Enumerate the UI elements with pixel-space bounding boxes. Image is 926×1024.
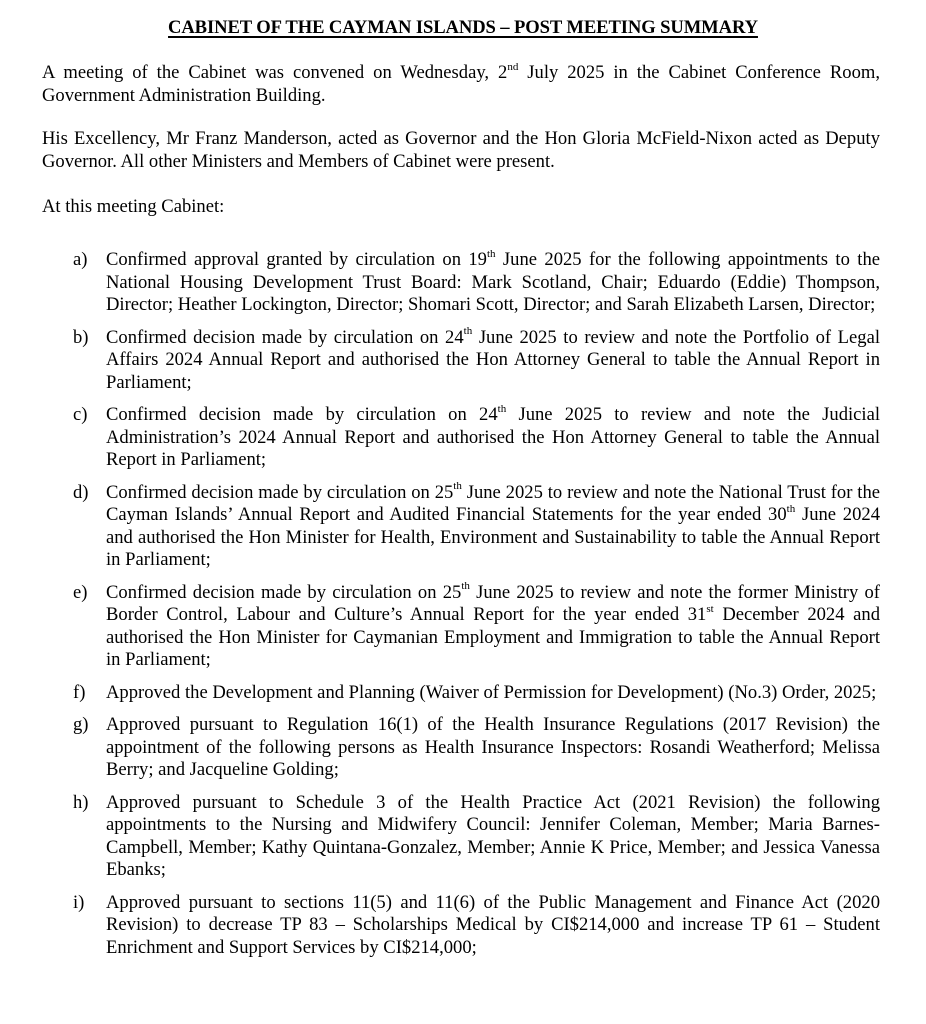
decision-text: [106, 327, 880, 395]
decision-item-e: [42, 582, 880, 672]
decision-text-part: June 2024 and authorised the Hon Minister for Health, Environment and Sustainability to table the Annual Report in Parliament;: [106, 504, 880, 570]
decision-item-d: [42, 482, 880, 572]
ordinal-suffix: th: [461, 580, 470, 593]
decision-text-part: Confirmed decision made by circulation on 25: [106, 481, 454, 503]
list-marker: h): [73, 791, 89, 813]
attendance-paragraph: His Excellency, Mr Franz Manderson, acted as Governor and the Hon Gloria McField-Nixon acted as Deputy Governor. All other Ministers and Members of Cabinet were present.: [42, 128, 880, 172]
meeting-intro-paragraph: [42, 62, 880, 107]
decision-text-part: June 2025 to review and note the Portfolio of Legal Affairs 2024 Annual Report and authorised the Hon Attorney General to table the Annual Report in Parliament;: [106, 326, 880, 393]
ordinal-suffix: nd: [507, 60, 519, 73]
list-marker: i): [73, 891, 85, 913]
ordinal-suffix: th: [486, 247, 496, 260]
decision-item-h: [42, 792, 880, 882]
decision-text: [106, 249, 880, 317]
decisions-list: [42, 249, 880, 969]
decision-item-b: [42, 327, 880, 395]
decision-text-part: Confirmed decision made by circulation on 25: [106, 581, 462, 603]
decision-item-f: [42, 682, 880, 705]
list-marker: f): [73, 681, 86, 703]
ordinal-suffix: th: [463, 325, 473, 338]
meeting-intro-text-cont: July 2025 in the Cabinet Conference Room, Government Administration Building.: [42, 62, 880, 106]
ordinal-suffix: th: [497, 402, 507, 415]
decision-text: [106, 404, 880, 472]
ordinal-suffix: th: [786, 502, 796, 515]
meeting-intro-text: A meeting of the Cabinet was convened on Wednesday, 2: [42, 62, 508, 83]
decision-text-part: December 2024 and authorised the Hon Minister for Caymanian Employment and Immigration to table the Annual Report in Parliament;: [106, 604, 880, 670]
list-marker: d): [73, 481, 89, 503]
decision-text: Approved pursuant to Regulation 16(1) of the Health Insurance Regulations (2017 Revision) the appointment of the following persons as Health Insurance Inspectors: Rosandi Weatherford; Melissa Berry; and Jacqueline Golding;: [106, 714, 880, 780]
ordinal-suffix: th: [453, 480, 462, 493]
list-marker: b): [73, 326, 89, 348]
decision-text-part: Confirmed decision made by circulation on 24: [106, 326, 464, 348]
ordinal-suffix: st: [706, 602, 714, 615]
decisions-lead-in: At this meeting Cabinet:: [42, 196, 225, 217]
decision-text-part: June 2025 to review and note the National Trust for the Cayman Islands’ Annual Report and Audited Financial Statements for the year ended 30: [106, 481, 880, 525]
list-marker: a): [73, 249, 88, 270]
list-marker: g): [73, 714, 89, 735]
decision-text: [106, 582, 880, 672]
list-marker: e): [73, 581, 88, 603]
decision-text-part: Confirmed approval granted by circulation on 19: [106, 249, 487, 270]
decision-item-a: [42, 249, 880, 317]
decision-text: Approved the Development and Planning (Waiver of Permission for Development) (No.3) Order, 2025;: [106, 681, 877, 703]
decision-text-part: Confirmed decision made by circulation on 24: [106, 404, 498, 425]
decision-text: [106, 482, 880, 572]
decision-text-part: June 2025 to review and note the Judicial Administration’s 2024 Annual Report and authorised the Hon Attorney General to table the Annual Report in Parliament;: [106, 404, 881, 470]
document-title: CABINET OF THE CAYMAN ISLANDS – POST MEETING SUMMARY: [168, 17, 758, 38]
decision-text-part: June 2025 for the following appointments to the National Housing Development Trust Board: Mark Scotland, Chair; Eduardo (Eddie) Thompson, Director; Heather Lockington, Director; Shomari Scott, Director; and Sarah Elizabeth Larsen, Director;: [106, 249, 880, 315]
list-marker: c): [73, 404, 88, 425]
decision-item-g: [42, 714, 880, 782]
decision-text: Approved pursuant to sections 11(5) and 11(6) of the Public Management and Finance Act (2020 Revision) to decrease TP 83 – Scholarships Medical by CI$214,000 and increase TP 61 – Student Enrichment and Support Services by CI$214,000;: [106, 891, 880, 958]
decision-text: Approved pursuant to Schedule 3 of the Health Practice Act (2021 Revision) the following appointments to the Nursing and Midwifery Council: Jennifer Coleman, Member; Maria Barnes-Campbell, Member; Kathy Quintana-Gonzalez, Member; Annie K Price, Member; and Jessica Vanessa Ebanks;: [106, 791, 880, 880]
decision-item-i: [42, 892, 880, 960]
decision-text-part: June 2025 to review and note the former Ministry of Border Control, Labour and Culture’s Annual Report for the year ended 31: [106, 581, 880, 625]
decision-item-c: [42, 404, 880, 472]
